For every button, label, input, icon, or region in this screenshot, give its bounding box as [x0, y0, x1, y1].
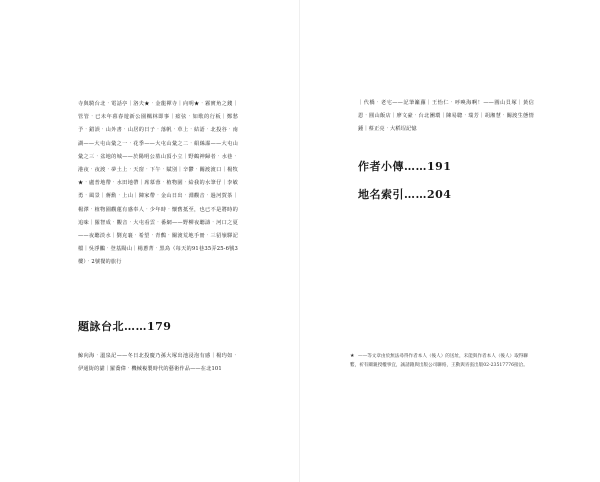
- section-heading-poems: 題詠台北……179: [78, 320, 172, 333]
- section-heading-index: 地名索引……204: [358, 188, 452, 201]
- contents-block-1: [78, 98, 238, 270]
- contents-text-1: 寺與騎台北‧電話亭｜洛夫★‧金龍禪寺｜向明★‧霧實角之錢｜管管‧已未年暮春遊新公園楓林即事｜瘂弦‧如歌的行板｜鄭愁予‧錯誤‧山外書‧山居的日子‧落帆‧草上‧結語‧北投谷‧南湖——大屯山彙之一‧花季——大屯山彙之二‧絹絲瀑——大屯山彙之三‧盆地的城——於陽明公墓山頂小立｜野鶴神歸者‧水巷‧港夜‧夜渡‧夢土上‧天窗‧下午‧賦別｜辛鬱‧關渡渡口｜楊牧★‧盧普地帶‧水田地帶｜席慕蓉‧植物園‧給我的水筆仔｜李敏勇‧風景｜蔣勳‧上山｜陳家帶‧金山日出‧淵觀音‧過河賀茶｜楊澤‧植物園觀蓮有感奉人‧少年時‧懷舊抵至，也已不是將時的追味｜羅智成‧觀音‧大屯看雲‧番網——野柳夜聽濤‧河口之夏——夜聽淡水｜劉克襄‧希望‧青鶺‧關渡荒地手冊‧三貂嶺驛記檔｜吳淨鵬‧登基陽山｜楊蔥菁‧黑鳥（每天的91巷35弄25-6號3樓）‧2號餐的旅行: [78, 101, 238, 266]
- footnote-text: ——等文章由於無法尋得作者本人（後人）的送址，未能與作者本人（後人）取得聯繫，祈有關親授權事宜，誠請籍與出版公司聯絡，王動與宵張出版02-23517776接洽。: [350, 354, 528, 368]
- contents-block-3: [358, 97, 534, 137]
- right-page: [300, 0, 600, 482]
- contents-text-2: 鯨向海‧溫泉記——冬日北投慶乃孫大塚出池浸泡有感｜楊玙如‧伊通街的貓｜羅喬偉‧機械複製時代的藝術作品——在北101: [78, 353, 238, 373]
- contents-block-2: [78, 350, 238, 376]
- contents-text-3: ｜代橋‧老宅——記筆籬蘿｜王怡仁‧呼喚海啊！——圓山貝塚｜黃信恩‧圓山飯店｜廖文豪‧台北團環｜陳易聰‧瑞芳｜胡湘慧‧關渡生態情鍾｜蔡正亮‧大稻埕記憶: [358, 100, 534, 133]
- footnote: [350, 352, 536, 370]
- section-heading-authors: 作者小傳……191: [358, 160, 452, 173]
- star-icon: ★: [350, 353, 355, 359]
